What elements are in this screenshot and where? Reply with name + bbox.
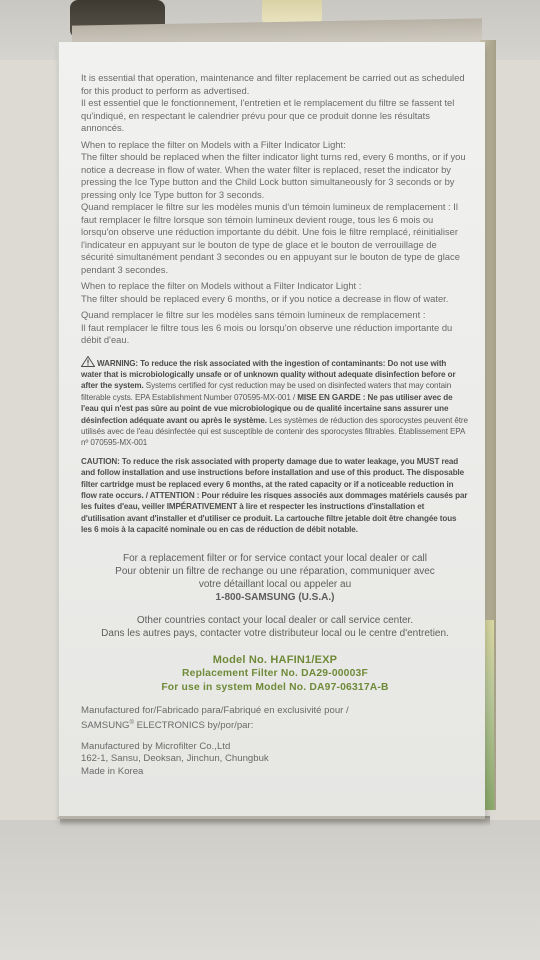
warning-bold-fr: MISE EN GARDE : Ne pas utiliser avec de l'eau qui n'est pas sûre au point de vue microbiologique ou de qualité incertaine sans assurer une désinfection adéquate avant ou après le système. (81, 392, 453, 425)
intro-fr: Il est essentiel que le fonctionnement, l'entretien et le remplacement du filtre se fassent tel qu'indiqué, en respectant le calendrier prévu pour que ce produit donne les résultats annoncés. (81, 97, 455, 133)
no-indicator-heading-en: When to replace the filter on Models without a Filter Indicator Light : (81, 280, 362, 291)
manufactured-for: Manufactured for/Fabricado para/Fabriqué en exclusivité pour / (81, 704, 349, 716)
box-side-panel (57, 42, 485, 819)
warning-text-fr: Les systèmes de réduction des sporocystes peuvent être utilisés avec de l'eau désinfectée qui est susceptible de contenir des sporocystes filtrables. Établissement EPA nº 070595-MX-001 (81, 415, 468, 448)
indicator-text-fr: Quand remplacer le filtre sur les modèles munis d'un témoin lumineux de remplacement : Il faut remplacer le filtre lorsque son témoin lumineux devient rouge, tous les 6 mois ou lorsqu'on observe une réduction importante du débit. Une fois le filtre remplacé, réinitialiser l'indicateur en appuyant sur le bouton de type de glace et le bouton de verrouillage de sécurité simultanément pendant 3 secondes ou en appuyant sur le bouton de type de glace pendant 3 secondes. (81, 201, 460, 275)
replacement-filter-number: Replacement Filter No. DA29-00003F (182, 667, 368, 679)
service-line-1: For a replacement filter or for service contact your local dealer or call (122, 552, 427, 564)
service-line-2: Pour obtenir un filtre de rechange ou une réparation, communiquer avec (115, 565, 435, 577)
no-indicator-text-en: The filter should be replaced every 6 months, or if you notice a decrease in flow of water. (81, 292, 449, 304)
intro-en: It is essential that operation, maintenance and filter replacement be carried out as scheduled for this product to perform as advertised. (81, 72, 465, 96)
warning-bold-en: WARNING: To reduce the risk associated with the ingestion of contaminants: Do not use with water that is microbiologically unsafe or of unknown quality without adequate disinfection before or after the system. (81, 358, 456, 391)
background-bottom (0, 820, 540, 960)
manufacturer-address: 162-1, Sansu, Deoksan, Jinchun, Chungbuk (81, 753, 269, 765)
caution-block: CAUTION: To reduce the risk associated with property damage due to water leakage, you MUST read and follow installation and use instructions before installation and use of this product. The disposable filter cartridge must be replaced every 6 months, at the rated capacity or if a noticeable reduction in flow rate occurs. / ATTENTION : Pour réduire les risques associés aux dommages matériels causés par les fuites d'eau, veiller IMPÉRATIVEMENT à lire et respecter les instructions d'installation et d'utilisation avant d'installer et d'utiliser ce produit. La cartouche filtre jetable doit être changée tous les 6 mois à la capacité nominale ou en cas de réduction de débit notable. (81, 456, 468, 535)
indicator-text-en: The filter should be replaced when the filter indicator light turns red, every 6 months, or if you notice a decrease in flow of water. When the water filter is replaced, reset the indicator by pressing the Ice Type button and the Child Lock button simultaneously for 3 seconds or by pressing only Ice Type button for 3 seconds. (81, 151, 466, 200)
warning-text-en: Systems certified for cyst reduction may be used on disinfected waters that may contain filterable cysts. EPA Establishment Number 070595-MX-001 / (81, 381, 452, 402)
warning-block (81, 356, 469, 449)
warning-triangle-icon (81, 356, 95, 367)
manufactured-by: Manufactured by Microfilter Co.,Ltd (81, 740, 231, 752)
service-phone: 1-800-SAMSUNG (U.S.A.) (215, 591, 335, 603)
no-indicator-text-fr: Il faut remplacer le filtre tous les 6 mois ou lorsqu'on observe une réduction importante du débit d'eau. (81, 321, 453, 345)
service-line-4: Other countries contact your local dealer or call service center. (136, 614, 414, 626)
no-indicator-heading-fr: Quand remplacer le filtre sur les modèles sans témoin lumineux de remplacement : (81, 309, 426, 320)
model-number: Model No. HAFIN1/EXP (212, 653, 338, 666)
samsung-line (81, 717, 469, 733)
registered-mark: ® (129, 720, 134, 727)
samsung-name: SAMSUNG (81, 720, 130, 732)
system-model-number: For use in system Model No. DA97-06317A-B (161, 681, 389, 693)
indicator-heading-en: When to replace the filter on Models with a Filter Indicator Light: (81, 138, 346, 150)
samsung-rest: ELECTRONICS by/por/par: (133, 720, 254, 732)
service-line-3: votre détaillant local ou appeler au (198, 578, 352, 590)
country-of-origin: Made in Korea (81, 765, 144, 777)
panel-text (81, 72, 469, 778)
service-line-5: Dans les autres pays, contacter votre distributeur local ou le centre d'entretien. (101, 627, 449, 639)
